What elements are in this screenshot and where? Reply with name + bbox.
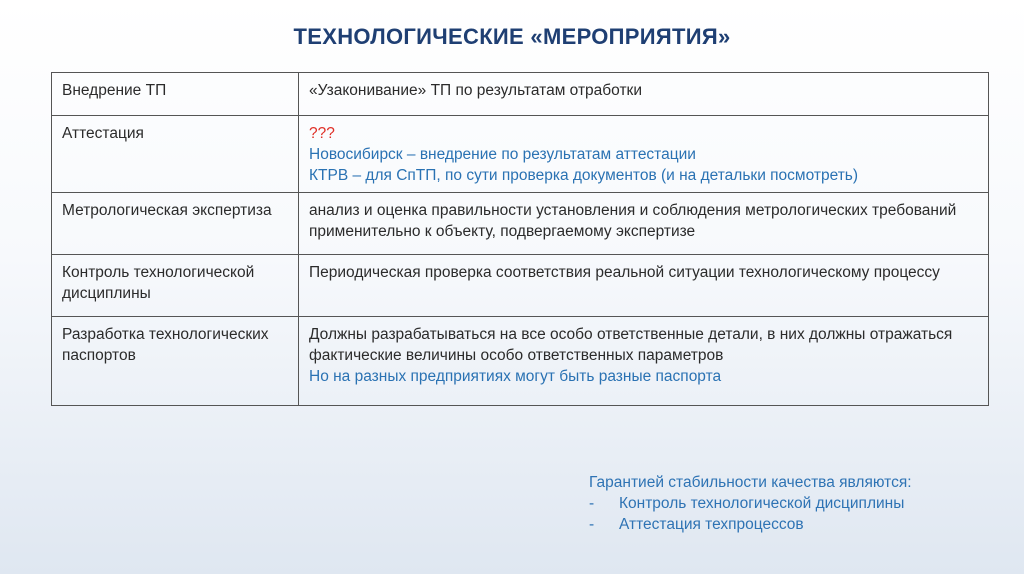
row-description <box>299 73 989 116</box>
dash-marker: - <box>589 516 595 533</box>
slide-title: ТЕХНОЛОГИЧЕСКИЕ «МЕРОПРИЯТИЯ» <box>293 24 731 49</box>
description-line: Должны разрабатываться на все особо ответственные детали, в них должны отражаться фактические величины особо ответственных параметров <box>309 326 953 364</box>
note-item-text: Контроль технологической дисциплины <box>619 495 905 512</box>
row-description <box>299 116 989 193</box>
dash-marker: - <box>589 495 595 512</box>
row-label: Метрологическая экспертиза <box>52 193 299 255</box>
quality-note <box>589 472 912 535</box>
note-item <box>589 514 912 535</box>
description-line: КТРВ – для СпТП, по сути проверка документов (и на детальки посмотреть) <box>309 167 859 184</box>
row-description <box>299 193 989 255</box>
description-line: Новосибирск – внедрение по результатам аттестации <box>309 146 696 163</box>
row-label: Разработка технологических паспортов <box>52 317 299 406</box>
description-line: Периодическая проверка соответствия реальной ситуации технологическому процессу <box>309 264 940 281</box>
description-line: анализ и оценка правильности установления и соблюдения метрологических требований применительно к объекту, подвергаемому экспертизе <box>309 202 957 240</box>
row-description <box>299 317 989 406</box>
note-heading: Гарантией стабильности качества являются: <box>589 474 912 491</box>
description-line: Но на разных предприятиях могут быть разные паспорта <box>309 368 722 385</box>
description-line: «Узаконивание» ТП по результатам отработки <box>309 82 642 99</box>
table-row <box>52 73 989 116</box>
row-description <box>299 255 989 317</box>
row-label: Аттестация <box>52 116 299 193</box>
measures-table <box>51 72 989 406</box>
table-row <box>52 317 989 406</box>
table-row <box>52 193 989 255</box>
row-label: Внедрение ТП <box>52 73 299 116</box>
table-row <box>52 255 989 317</box>
note-item-text: Аттестация техпроцессов <box>619 516 804 533</box>
row-label: Контроль технологической дисциплины <box>52 255 299 317</box>
table-row <box>52 116 989 193</box>
note-item <box>589 493 912 514</box>
description-line: ??? <box>309 125 335 142</box>
